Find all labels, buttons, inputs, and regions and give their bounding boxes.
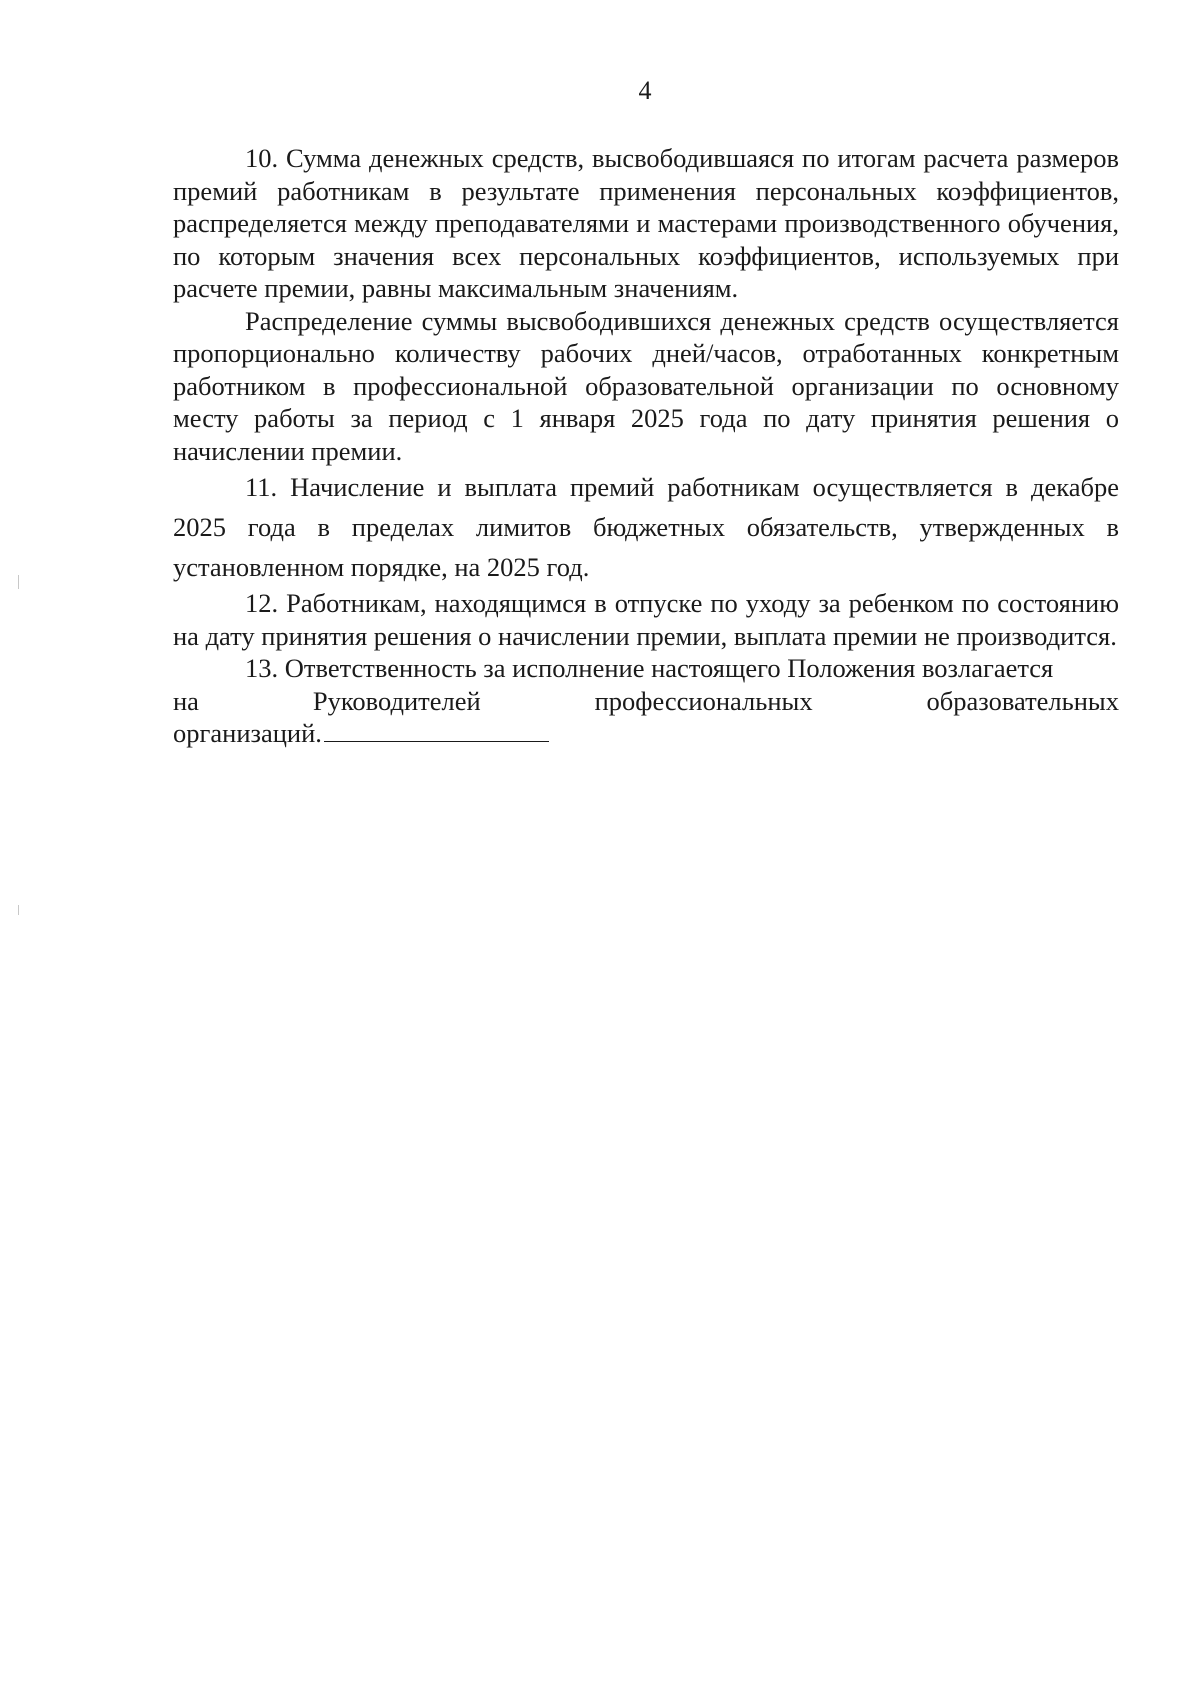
paragraph-10: 10. Сумма денежных средств, высвободившаяся по итогам расчета размеров премий работникам в результате применения персональных коэффициентов, распределяется между преподавателями и мастерами производственного обучения, по которым значения всех персональных коэффициентов, используемых при расчете премии, равны максимальным значениям. <box>173 143 1119 303</box>
p13-word: на <box>173 685 199 716</box>
p13-last-word: организаций. <box>173 718 322 748</box>
paragraph-11: 11. Начисление и выплата премий работникам осуществляется в декабре 2025 года в пределах лимитов бюджетных обязательств, утвержденных в установленном порядке, на 2025 год. <box>173 472 1119 582</box>
scan-artifact <box>18 575 19 589</box>
paragraph-12: 12. Работникам, находящимся в отпуске по уходу за ребенком по состоянию на дату принятия решения о начислении премии, выплата премии не производится. <box>173 588 1119 651</box>
page-number: 4 <box>638 76 652 105</box>
scan-artifact <box>18 905 19 915</box>
p13-word: Руководителей <box>312 685 481 716</box>
paragraph-10-distribution: Распределение суммы высвободившихся денежных средств осуществляется пропорционально количеству рабочих дней/часов, отработанных конкретным работником в профессиональной образовательной организации по основному месту работы за период с 1 января 2025 года по дату принятия решения о начислении премии. <box>173 305 1119 466</box>
document-body <box>173 142 1119 750</box>
paragraph-13-line-1: 13. Ответственность за исполнение настоящего Положения возлагается <box>245 653 1054 683</box>
closing-underline <box>324 717 549 742</box>
paragraph-13-line-3 <box>173 717 1119 750</box>
paragraph-13-line-2 <box>173 685 1119 718</box>
p13-word: образовательных <box>926 685 1119 716</box>
p13-word: профессиональных <box>594 685 813 716</box>
